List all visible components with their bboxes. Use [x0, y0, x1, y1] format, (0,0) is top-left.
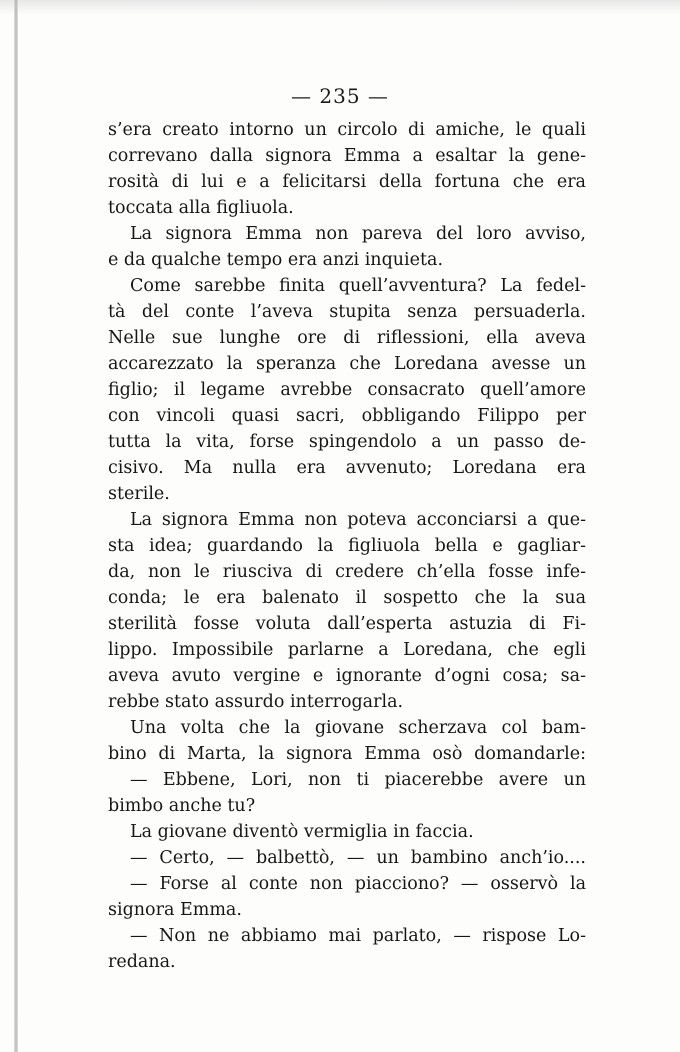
text-line: e da qualche tempo era anzi inquieta.	[108, 250, 444, 270]
text-line: La signora Emma non poteva acconciarsi a que-	[130, 510, 586, 530]
text-line: Come sarebbe finita quell’avventura? La fedel-	[130, 276, 586, 296]
text-line: figlio; il legame avrebbe consacrato quell’amore	[108, 380, 586, 400]
text-line: sterilità fosse voluta dall’esperta astuzia di Fi-	[108, 614, 586, 634]
text-line: correvano dalla signora Emma a esaltar la gene-	[108, 146, 586, 166]
text-line: sterile.	[108, 484, 170, 504]
text-line: redana.	[108, 952, 176, 972]
text-line: con vincoli quasi sacri, obbligando Filippo per	[108, 406, 586, 426]
text-line: La giovane diventò vermiglia in faccia.	[130, 822, 474, 842]
text-line: — Non ne abbiamo mai parlato, — rispose Lo-	[130, 926, 586, 946]
text-line: s’era creato intorno un circolo di amiche, le quali	[108, 120, 586, 140]
text-line: Una volta che la giovane scherzava col bam-	[130, 718, 586, 738]
text-line: tutta la vita, forse spingendolo a un passo de-	[108, 432, 586, 452]
text-line: cisivo. Ma nulla era avvenuto; Loredana era	[108, 458, 586, 478]
text-line: bino di Marta, la signora Emma osò domandarle:	[108, 744, 586, 764]
book-spine-shadow	[14, 0, 18, 1052]
text-line: — Certo, — balbettò, — un bambino anch’io....	[130, 848, 586, 868]
text-line: aveva avuto vergine e ignorante d’ogni cosa; sa-	[108, 666, 586, 686]
page-number: — 235 —	[291, 84, 389, 108]
text-line: accarezzato la speranza che Loredana avesse un	[108, 354, 586, 374]
text-line: signora Emma.	[108, 900, 242, 920]
text-line: — Forse al conte non piacciono? — osservò la	[130, 874, 586, 894]
text-line: toccata alla figliuola.	[108, 198, 294, 218]
text-line: Nelle sue lunghe ore di riflessioni, ella aveva	[108, 328, 586, 348]
text-line: da, non le riusciva di credere ch’ella fosse infe-	[108, 562, 586, 582]
text-line: rosità di lui e a felicitarsi della fortuna che era	[108, 172, 586, 192]
text-line: — Ebbene, Lori, non ti piacerebbe avere un	[130, 770, 586, 790]
body-text	[108, 117, 586, 975]
text-line: lippo. Impossibile parlarne a Loredana, che egli	[108, 640, 586, 660]
text-line: bimbo anche tu?	[108, 796, 256, 816]
text-line: tà del conte l’aveva stupita senza persuaderla.	[108, 302, 586, 322]
text-line: La signora Emma non pareva del loro avviso,	[130, 224, 586, 244]
page-top-edge	[0, 0, 680, 14]
text-line: sta idea; guardando la figliuola bella e gagliar-	[108, 536, 586, 556]
text-line: rebbe stato assurdo interrogarla.	[108, 692, 404, 712]
text-line: conda; le era balenato il sospetto che la sua	[108, 588, 586, 608]
